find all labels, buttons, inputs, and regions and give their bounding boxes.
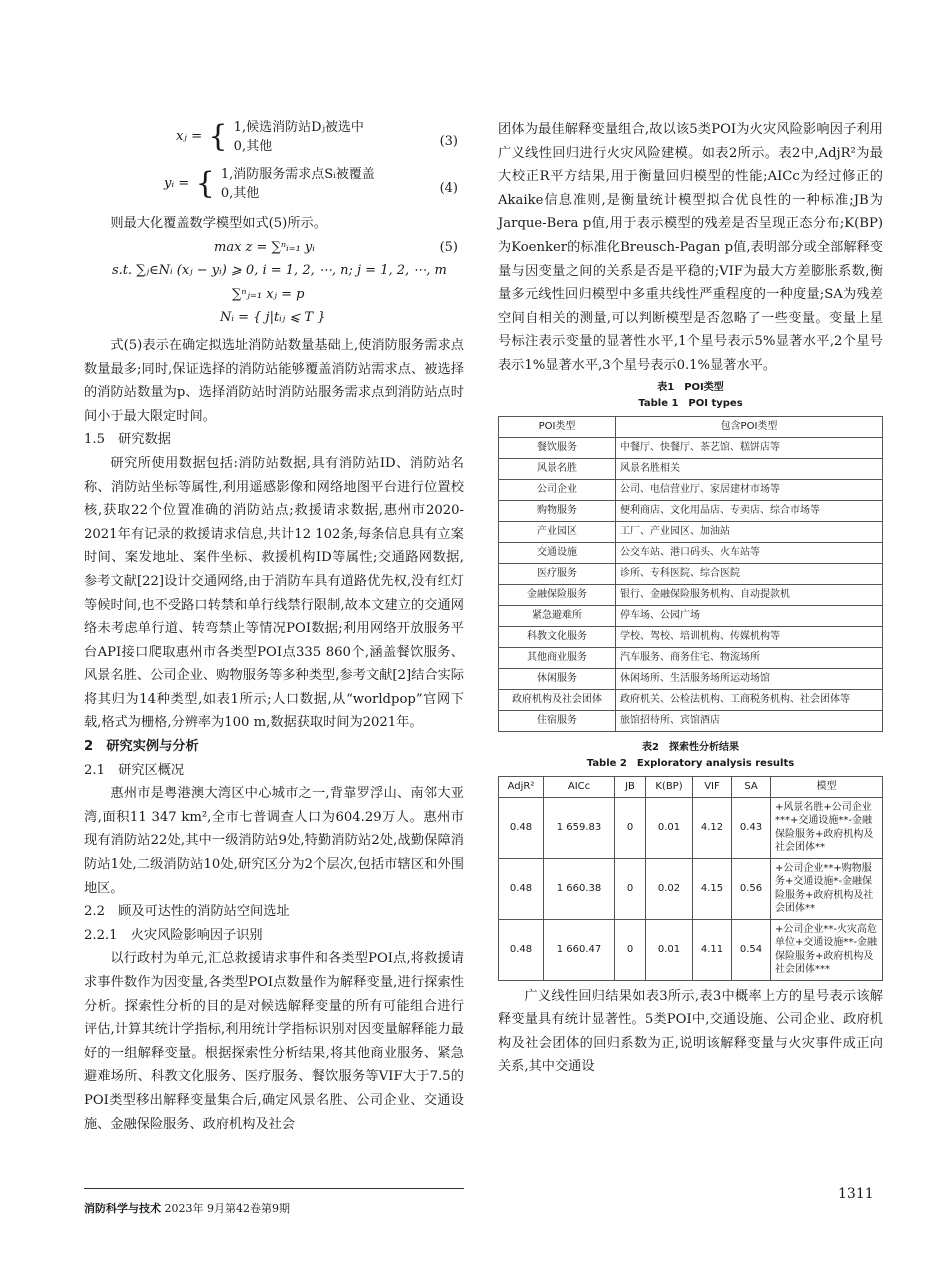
eq3-lhs: xⱼ = <box>176 129 203 145</box>
section-heading-2: 2 研究实例与分析 <box>84 739 199 755</box>
table2-header-row <box>499 776 883 797</box>
table2-caption-en: Table 2 Exploratory analysis results <box>586 757 795 769</box>
table2-cell-value: 0.48 <box>499 858 544 919</box>
table1-row <box>499 710 883 731</box>
table1-row <box>499 689 883 710</box>
eq4-cases <box>221 165 375 203</box>
eq-ni-text: Nᵢ = { j|tᵢⱼ ⩽ T } <box>220 310 326 326</box>
table2-cell-value: 0 <box>615 858 646 919</box>
table2-cell-value: 0.43 <box>732 797 771 858</box>
table2-cell-value: 0.01 <box>646 797 693 858</box>
table1-row <box>499 605 883 626</box>
table2-header-cell: JB <box>615 776 646 797</box>
table1-caption-cn: 表1 POI类型 <box>657 381 724 393</box>
left-brace-icon: { <box>195 166 215 201</box>
table1-cell-contents: 休闲场所、生活服务场所运动场馆 <box>616 668 883 689</box>
table2-cell-value: 1 660.47 <box>544 919 615 980</box>
table1-row <box>499 542 883 563</box>
table1-cell-type: 其他商业服务 <box>499 647 616 668</box>
section-heading-2-1: 2.1 研究区概况 <box>84 762 185 778</box>
table2-cell-value: 0.48 <box>499 797 544 858</box>
table1-row <box>499 626 883 647</box>
table2-cell-value: 0.02 <box>646 858 693 919</box>
page-number: 1311 <box>838 1186 874 1202</box>
table1-cell-type: 政府机构及社会团体 <box>499 689 616 710</box>
equation-sum-p <box>84 283 464 307</box>
equation-5 <box>84 236 464 260</box>
table1-cell-contents: 公交车站、港口码头、火车站等 <box>616 542 883 563</box>
table1-cell-type: 紧急避难所 <box>499 605 616 626</box>
table1-row <box>499 668 883 689</box>
table1-cell-contents: 汽车服务、商务住宅、物流场所 <box>616 647 883 668</box>
table2-header-cell: VIF <box>693 776 732 797</box>
table1-cell-type: 购物服务 <box>499 500 616 521</box>
table2-cell-value: 0.54 <box>732 919 771 980</box>
eq4-lhs: yᵢ = <box>164 176 190 192</box>
equation-3 <box>84 118 464 165</box>
table1-cell-contents: 公司、电信营业厅、家居建材市场等 <box>616 479 883 500</box>
table2-body <box>499 797 883 980</box>
eq3-case-1: 1,候选消防站Dⱼ被选中 <box>233 120 364 135</box>
table1-cell-contents: 政府机关、公检法机构、工商税务机构、社会团体等 <box>616 689 883 710</box>
table1-row <box>499 647 883 668</box>
table1-cell-type: 风景名胜 <box>499 458 616 479</box>
table2-row <box>499 858 883 919</box>
eq4-number: (4) <box>439 181 458 196</box>
table2-cell-value: 4.11 <box>693 919 732 980</box>
table1-cell-contents: 停车场、公园广场 <box>616 605 883 626</box>
table1-poi-types <box>498 416 883 732</box>
left-column <box>84 118 464 1136</box>
table1-cell-type: 交通设施 <box>499 542 616 563</box>
table1-cell-type: 金融保险服务 <box>499 584 616 605</box>
table1-cell-contents: 便利商店、文化用品店、专卖店、综合市场等 <box>616 500 883 521</box>
equation-constraint <box>84 259 464 283</box>
table1-row <box>499 437 883 458</box>
table1-row <box>499 500 883 521</box>
table1-body <box>499 437 883 731</box>
table1-cell-type: 休闲服务 <box>499 668 616 689</box>
equation-4 <box>84 165 464 212</box>
left-brace-icon: { <box>208 119 228 154</box>
paragraph-data: 研究所使用数据包括:消防站数据,具有消防站ID、消防站名称、消防站坐标等属性,利用遥感影像和网络地图平台进行位置校核,获取22个位置准确的消防站点;救援请求数据,惠州市2020-2021年有记录的救援请求信息,共计12 102条,每条信息具有立案时间、案发地址、案件坐标、救援机构ID等属性;交通路网数据,参考文献[22]设计交通网络,由于消防车具有道路优先权,没有红灯等候时间,也不受路口转禁和单行线禁行限制,故本文建立的交通网络未考虑单行道、转弯禁止等情况POI数据;利用网络开放服务平台API接口爬取惠州市各类型POI点335 860个,涵盖餐饮服务、风景名胜、公司企业、购物服务等多种类型,参考文献[2]结合实际将其归为14种类型,如表1所示;人口数据,从“worldpop”官网下载,格式为栅格,分辨率为100 m,数据获取时间为2021年。 <box>84 455 464 731</box>
table2-row <box>499 919 883 980</box>
paragraph-bottom: 广义线性回归结果如表3所示,表3中概率上方的星号表示该解释变量具有统计显著性。5类POI中,交通设施、公司企业、政府机构及社会团体的回归系数为正,说明该解释变量与火灾事件成正向关系,其中交通设 <box>498 988 883 1075</box>
table2-header-cell: AdjR² <box>499 776 544 797</box>
eq4-case-2: 0,其他 <box>220 186 260 201</box>
table2-cell-model: +风景名胜+公司企业***+交通设施**-金融保险服务+政府机构及社会团体** <box>771 797 883 858</box>
table1-header-row <box>499 416 883 437</box>
table2-cell-value: 0.48 <box>499 919 544 980</box>
table2-header-cell: AICc <box>544 776 615 797</box>
table1-row <box>499 563 883 584</box>
table2-caption-cn: 表2 探索性分析结果 <box>642 741 739 753</box>
section-heading-1-5: 1.5 研究数据 <box>84 432 171 448</box>
table1-cell-contents: 风景名胜相关 <box>616 458 883 479</box>
eq5-text: max z = ∑ⁿᵢ₌₁ yᵢ <box>214 239 315 255</box>
table2-cell-value: 4.15 <box>693 858 732 919</box>
paragraph-factor: 以行政村为单元,汇总救援请求事件和各类型POI点,将救援请求事件数作为因变量,各类型POI点数量作为解释变量,进行探索性分析。探索性分析的目的是对候选解释变量的所有可能组合进行评估,计算其统计学指标,利用统计学指标识别对因变量解释能力最好的一组解释变量。根据探索性分析结果,将其他商业服务、紧急避难场所、科教文化服务、医疗服务、餐饮服务等VIF大于7.5的POI类型移出解释变量集合后,确定风景名胜、公司企业、交通设施、金融保险服务、政府机构及社会 <box>84 951 464 1132</box>
eq-st-text: s.t. ∑ⱼ∈Nᵢ (xⱼ − yᵢ) ⩾ 0, i = 1, 2, ⋯, n; j = 1, 2, ⋯, m <box>112 263 447 279</box>
eq-sum-p-text: ∑ⁿⱼ₌₁ xⱼ = p <box>232 286 305 302</box>
table1-cell-contents: 工厂、产业园区、加油站 <box>616 521 883 542</box>
table1-cell-contents: 旅馆招待所、宾馆酒店 <box>616 710 883 731</box>
paragraph-area: 惠州市是粤港澳大湾区中心城市之一,背靠罗浮山、南邻大亚湾,面积11 347 km²,全市七普调查人口为604.29万人。惠州市现有消防站22处,其中一级消防站9处,特勤消防站2处,战勤保障消防站1处,二级消防站10处,研究区分为2个层次,包括市辖区和外围地区。 <box>84 786 464 896</box>
paragraph-top: 团体为最佳解释变量组合,故以该5类POI为火灾风险影响因子利用广义线性回归进行火灾风险建模。如表2所示。表2中,AdjR²为最大校正R平方结果,用于衡量回归模型的性能;AICc为经过修正的Akaike信息准则,是衡量统计模型拟合优良性的一种标准;JB为Jarque-Bera p值,用于表示模型的残差是否呈现正态分布;K(BP)为Koenker的标准化Breusch-Pagan p值,表明部分或全部解释变量与因变量之间的关系是否是平稳的;VIF为最大方差膨胀系数,衡量多元线性回归模型中多重共线性严重程度的一种度量;SA为残差空间自相关的测量,可以判断模型是否忽略了一些变量。变量上星号标注表示变量的显著性水平,1个星号表示5%显著水平,2个星号表示1%显著水平,3个星号表示0.1%显著水平。 <box>498 122 883 373</box>
eq5-number: (5) <box>439 239 458 255</box>
table1-cell-type: 餐饮服务 <box>499 437 616 458</box>
table1-cell-type: 住宿服务 <box>499 710 616 731</box>
table1-header-cell: 包含POI类型 <box>616 416 883 437</box>
eq3-cases <box>234 118 364 156</box>
table1-cell-type: 医疗服务 <box>499 563 616 584</box>
footer-divider <box>84 1188 464 1189</box>
table1-header-cell: POI类型 <box>499 416 616 437</box>
equation-ni <box>84 306 464 330</box>
section-heading-2-2-1: 2.2.1 火灾风险影响因子识别 <box>84 927 263 943</box>
table2-cell-value: 0 <box>615 919 646 980</box>
table1-row <box>499 521 883 542</box>
table2-cell-model: +公司企业**-火灾高危单位+交通设施**-金融保险服务+政府机构及社会团体*** <box>771 919 883 980</box>
footer <box>84 1200 290 1216</box>
table2-cell-value: 0 <box>615 797 646 858</box>
table2-cell-value: 1 659.83 <box>544 797 615 858</box>
table1-cell-contents: 中餐厅、快餐厅、茶艺馆、糕饼店等 <box>616 437 883 458</box>
table2-exploratory-results <box>498 776 883 981</box>
table2-cell-value: 1 660.38 <box>544 858 615 919</box>
table2-header-cell: 模型 <box>771 776 883 797</box>
journal-issue: 2023年 9月第42卷第9期 <box>161 1202 290 1215</box>
table1-cell-contents: 学校、驾校、培训机构、传媒机构等 <box>616 626 883 647</box>
table2-header-cell: K(BP) <box>646 776 693 797</box>
model-intro: 则最大化覆盖数学模型如式(5)所示。 <box>110 216 327 231</box>
table2-header-cell: SA <box>732 776 771 797</box>
eq4-case-1: 1,消防服务需求点Sᵢ被覆盖 <box>220 167 375 182</box>
table2-cell-value: 0.01 <box>646 919 693 980</box>
table2-row <box>499 797 883 858</box>
journal-name: 消防科学与技术 <box>84 1202 161 1215</box>
table1-cell-contents: 银行、金融保险服务机构、自动提款机 <box>616 584 883 605</box>
right-column <box>498 118 883 1079</box>
table1-cell-type: 公司企业 <box>499 479 616 500</box>
paragraph-explain: 式(5)表示在确定拟选址消防站数量基础上,使消防服务需求点数量最多;同时,保证选择的消防站能够覆盖消防站需求点、被选择的消防站数量为p、选择消防站时消防站服务需求点到消防站点时间小于最大限定时间。 <box>84 337 464 424</box>
table2-cell-model: +公司企业**+购物服务+交通设施*-金融保险服务+政府机构及社会团体** <box>771 858 883 919</box>
table1-caption-en: Table 1 POI types <box>638 397 743 409</box>
section-heading-2-2: 2.2 顾及可达性的消防站空间选址 <box>84 904 290 920</box>
eq3-number: (3) <box>439 134 458 149</box>
table2-cell-value: 0.56 <box>732 858 771 919</box>
table1-row <box>499 584 883 605</box>
table1-cell-type: 科教文化服务 <box>499 626 616 647</box>
table1-row <box>499 479 883 500</box>
table1-row <box>499 458 883 479</box>
table2-cell-value: 4.12 <box>693 797 732 858</box>
eq3-case-2: 0,其他 <box>233 139 273 154</box>
table1-cell-contents: 诊所、专科医院、综合医院 <box>616 563 883 584</box>
table1-cell-type: 产业园区 <box>499 521 616 542</box>
